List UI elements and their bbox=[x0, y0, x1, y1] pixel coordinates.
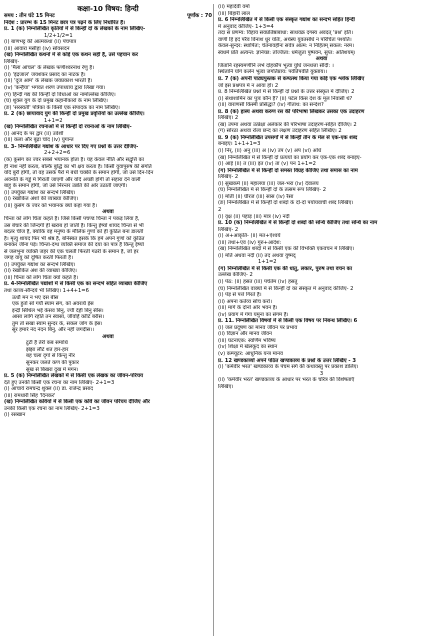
text-line: चिन्ता को लोग चिता कहते हैं। जिसे किसी पचण्ड चिन्ता ने पकड़ लिया है, bbox=[4, 215, 140, 222]
text-line: (i) सेथाशामिन का पुत्रः कौन हैं? (ii) पटेल किस देश के मूल निवासी थे? bbox=[218, 95, 353, 102]
text-line: अथवा bbox=[315, 56, 328, 63]
text-line: अथवा bbox=[102, 333, 114, 340]
time-label: समय : तीन घंटे 15 मिनट bbox=[4, 13, 55, 19]
text-line: (v) कम्प्यूटर: आधुनिक यन्त्र मानव bbox=[218, 350, 283, 357]
text-line: प्र. 9 (क) निम्नलिखित उपसर्गों में से किन्हीं तीन के मेल से एक-एक शब्द bbox=[218, 134, 358, 141]
text-line: (iii) तथा+एव (iv) गुरु+आदेश: bbox=[218, 239, 282, 246]
text-line: प्र. 12 खण्डकाव्यों अपने पठित खण्डकाव्य के प्रश्नों के उत्तर लिखिए - 3 bbox=[218, 357, 356, 364]
text-line: प्र. 4-निम्नलिखित पद्यांशों में से किसी एक का सन्दर्भ सहित व्याख्या कीजिए bbox=[4, 281, 148, 288]
text-line: (घ) शुक्ल युग के दो प्रमुख कहानीकारों के नाम लिखिए। bbox=[4, 98, 108, 105]
text-line: लिखिए। bbox=[218, 383, 234, 390]
left-column bbox=[4, 4, 212, 419]
text-line: (ख) उपमा अथवा उत्प्रेक्षा अलंकार की परिभाषा उदाहरण-सहित दीजिए। 2 bbox=[218, 121, 357, 128]
text-line: (iii) कला और बूढ़ा चांद (iv) युगान्त bbox=[4, 137, 74, 144]
column-divider bbox=[213, 4, 214, 636]
text-line: बनाइए। 1+1+1=3 bbox=[218, 141, 261, 148]
text-line: प्र. 8 (क) हास्य अथवा करुण रस की परिभाषा लिखकर उसका एक उदाहरण bbox=[218, 108, 365, 115]
text-line: (iv) 'कन्हैया' भगवत शरण उपाध्याय द्वारा लिखा गया। bbox=[4, 85, 106, 92]
text-line: लिखिए- 2 bbox=[218, 174, 239, 181]
text-line: जो इस प्रश्नपत्र में न आया हो। 2 bbox=[218, 82, 279, 89]
text-line: प्र. 6 निम्नलिखित में से किसी एक संस्कृत गद्यांश का सन्दर्भ सहित हिन्दी bbox=[218, 17, 355, 24]
text-line: (iii) चिन्ता को लोग चिता क्यों कहते हैं। bbox=[4, 274, 79, 281]
text-line: बदतर चीज है, क्योंकि वह मनुष्य के मौलिक गुणों को ही कुंठित बना डालती bbox=[4, 229, 144, 236]
text-line: (ग) सोरठा अथवा रोला छन्द का लक्षण उदाहरण सहित लिखिए। 2 bbox=[218, 128, 342, 135]
text-line: 3 bbox=[319, 370, 324, 377]
text-line: प्र. 8 निम्नलिखित प्रश्नों में से किन्हीं दो प्रश्नों के उत्तर संस्कृत में दीजिए। 2 bbox=[218, 89, 355, 96]
text-line: निर्देश : प्रारम्भ के 15 मिनट छात्र पत्र पढ़ने के लिए निर्धारित हैं। bbox=[4, 19, 126, 26]
page-title: कक्षा-10 विषय: हिन्दी bbox=[77, 4, 139, 13]
text-line: (ii) अपना कर्तव्य सोच करो। bbox=[218, 298, 272, 305]
text-line: लिखिए- 2 bbox=[218, 226, 239, 233]
text-line: (i) मोती (ii) घीरज (iii) सास (iv) रैसा bbox=[218, 193, 294, 200]
text-line: (ङ) 'सरस्वती' पत्रिका के किसी एक संपादक का नाम लिखिए। bbox=[4, 104, 120, 111]
text-line: (ii) महादेवी वर्मा bbox=[218, 4, 250, 10]
text-line: ऊधौ मन न भए दस बीस bbox=[12, 294, 59, 301]
text-line: (i) वृक्ष (ii) पहाड़ (iii) मात्र (iv) नदी bbox=[218, 213, 290, 220]
text-line: (i) उपर्युक्त गद्यांश का सन्दर्भ लिखिए। bbox=[4, 189, 76, 196]
text-line: (iv) शिक्षा में खेलकूद का स्थान bbox=[218, 344, 278, 351]
text-line: उस बेचारे की जिन्दगी ही खराब हो जाती है। किन्तु ईर्ष्या शायद चिन्ता से भी bbox=[4, 222, 144, 229]
text-line: (ङ) निम्नलिखित में से किन्हीं दो शब्दों के दो-दो पर्यायवाची शब्द लिखिए। bbox=[218, 200, 354, 207]
text-line: (iii) आवारा मसीहा (iv) सोवसदन bbox=[4, 45, 70, 52]
text-line: प्र. 11. निम्नलिखित विषयों में से किसी एक विषय पर निबन्ध लिखिए। 6 bbox=[218, 318, 358, 325]
text-line: (ख) निम्नलिखित में से किन्हीं दो प्रत्ययों का प्रयोग कर एक-एक शब्द बनाइए- bbox=[218, 154, 362, 161]
text-line: (i) आई (ii) त (iii) इत (iv) ता (v) पन 1+1=2 bbox=[218, 161, 316, 168]
text-line: इन्द्री सिथिल भईं केसव बिनु, ज्यौं देही बिनु सीस। bbox=[12, 307, 104, 314]
text-line: है। मृत्यु शायद फिर भी श्रेष्ठ है, बनिस्बत इसके कि हमें अपने गुणों को कुंठित bbox=[4, 235, 145, 242]
text-line: (ग) निम्नलिखित में से किसी एक की धातु, लकार, पुरुष तथा वचन का bbox=[218, 265, 353, 272]
text-line: (ग) हिन्दी गद्य की किन्हीं दो विधाओं का नामोल्लेख कीजिए। bbox=[4, 91, 116, 98]
text-line: लिखिए। 2 bbox=[218, 115, 239, 122]
text-line: (i) जल प्रदूषण का मानव जीवन पर प्रभाव bbox=[218, 324, 298, 331]
text-line: (ii) रेखांकित अंश की व्याख्या कीजिए। bbox=[4, 268, 77, 275]
text-line: (iii) वाराणसी किस्मी प्रसिद्धा? (iv) गीताथ: का सन्देश? bbox=[218, 102, 324, 109]
text-line: यदि बुरी होगी, तो वह उसके पैरों में बंधी चक्की के समान होगी, जो उसे दिन-दिन bbox=[4, 170, 154, 177]
text-line: अवनति के गड्ढे में गिराती जाएगी और यदि अच्छी होगी तो सहारा देने वाली bbox=[4, 176, 141, 183]
text-line: (iv) प्रयाग में गंगा यमुना का संगम है। bbox=[218, 311, 289, 318]
text-line: बाहु के समान होगी, जो उसे निरन्तर उन्नति की ओर उठाती जाएगी। bbox=[4, 183, 128, 190]
text-line: वाणी हि इदं परैव विनाश धुर यतिः, अर्थस्य युवतसंधि न परिचितः पश्यति। bbox=[218, 36, 352, 43]
text-line: (i) रसखान bbox=[4, 412, 26, 419]
text-line: (ख) निम्नलिखित कथनों में से कोई एक कथन सही है, उसे पहचान कर bbox=[4, 52, 138, 59]
text-line: (i) सुखकर्म (ii) महालया (iii) जल-भरा (iv) देवालय bbox=[218, 180, 319, 187]
text-line: (ख) निम्नलिखित कवियों में से किसी एक कवि का जीवन परिचय दीजिए और bbox=[4, 399, 150, 406]
right-column bbox=[218, 4, 425, 390]
text-line: प्र. 10 (क) निम्नलिखित में से किन्हीं दो शब्दों की सन्धि कीजिए तथा सन्धि का नाम bbox=[218, 220, 378, 227]
text-line: सूर हमारे नंद नंदन बिनु, और नहीं जगदीस।। bbox=[12, 327, 95, 334]
text-line: तुम तो सखा स्याम सुन्दर के, सकल जोग के ईस। bbox=[12, 320, 103, 327]
text-line: ही नाश नहीं करता, बल्कि बुद्धि का भी क्षय करता है। किसी युवापुरुष की संगति bbox=[4, 163, 152, 170]
text-line: एक हुतो सो गयौ स्याम संग, को अवराधै ईस bbox=[12, 301, 94, 308]
text-line: बनाकर जीना पड़े। चिन्ता-दग्ध व्यक्ति समाज की दया का पात्र है किन्तु ईर्ष्या bbox=[4, 242, 144, 249]
text-line: 1+1=2 bbox=[44, 117, 63, 124]
text-line: से जलभुना व्यक्ति जहर की एक चलती फिरती गठरी के समान है, जो हर bbox=[4, 248, 139, 255]
text-line: (ख) निम्नलिखित रचनाओं में से किन्हीं दो रचनाओं के नाम लिखिए- bbox=[4, 124, 132, 131]
text-line: तथा काव्य-सौन्दर्य भी लिखिए। 1+4+1=6 bbox=[4, 287, 89, 294]
text-line: प्र. 5 (क) निम्नलिखित लेखकों में से किसी एक लेखक का जीवन-परिचय bbox=[4, 373, 144, 380]
text-line: स्थितानि योगं कलेनं भूत्वा जगतिप्राय: पर्वतिपर्वति युक्ताय।। bbox=[218, 69, 328, 76]
text-line: (i) पेड़ से पत्ते गिरते हैं। bbox=[218, 292, 262, 299]
text-line: प्र. 3- निम्नलिखित गद्यांश के आधार पर दिए गए प्रश्नों के उत्तर दीजिए- bbox=[4, 143, 139, 150]
text-line: प्र. 1 (क) निम्नलिखित कृतियों में से किन्हीं दो के लेखकों के नाम लिखिए- bbox=[4, 26, 146, 33]
text-line: (i) बाणभट्ट की आत्मकथा (ii) पंचपात्र bbox=[4, 39, 77, 46]
text-line: 2 bbox=[218, 206, 222, 213]
text-line: (i) आनंद के पर द्वार (ii) उर्वशी bbox=[4, 130, 64, 137]
text-line: झंझा लौटे शत हार-हार bbox=[26, 346, 69, 353]
text-line: (ii) 'कर्मवीर भरत' खण्डकाव्य के आधार पर भरत के चरित्र की विशेषताएँ bbox=[218, 377, 355, 384]
text-line: (क) कुसंग का ज्वर सबसे भयानक होता है। यह केवल नीति और सद्वृत्ति का bbox=[4, 157, 144, 164]
text-line: (i) 'मैला आंचल' के लेखक फणीश्वरनाथ रेणु हैं। bbox=[4, 65, 95, 72]
text-line: (i) पेठ: (ii) हसत (iii) पचेतेम (iv) हसतु bbox=[218, 278, 298, 285]
text-line: (iii) घटनाएक: स्वर्णिम भविष्य bbox=[218, 337, 276, 344]
text-line: (घ) निम्नलिखित में से किन्हीं दो के तत्सम रूप लिखिए- 2 bbox=[218, 187, 327, 194]
text-line: प्र. 7 (क) अपनी पाठ्यपुस्तक से कण्ठस्थ किया गया कोई एक श्लोक लिखिए bbox=[218, 76, 365, 83]
text-line: (i) उपर्युक्त गद्यांश का सन्दर्भ लिखिए। bbox=[4, 261, 76, 268]
text-line: सुख से बिखरा दुख में मगन। bbox=[26, 366, 79, 373]
text-line: उनकी किसी एक रचना का नाम लिखिए- 2+1=3 bbox=[4, 405, 100, 412]
text-line: देते हुए उनकी किसी एक रचना का नाम लिखिए- 2+1=3 bbox=[4, 379, 115, 386]
text-line: लिखिए- bbox=[4, 58, 20, 65]
text-line: सुनकर जलते कण की पुकार bbox=[26, 359, 79, 366]
text-line: अथवा bbox=[102, 209, 114, 216]
marks-label: पूर्णांक : 70 bbox=[187, 13, 212, 19]
text-line: बह चला दृगों से किन्तु नीर bbox=[26, 353, 75, 360]
text-line: (i) अ+आकृति- (ii) मत+ऐश्वर्य bbox=[218, 233, 281, 240]
text-line: तदा स प्रणम्य: विहाय सवप्रतिष्ठाबाधा: साधवक्र दगस्य अवदत् 'प्रश्न' इति। bbox=[218, 30, 353, 37]
text-line: जगह वायु को दूषित करती फिरती है। bbox=[4, 255, 73, 262]
text-line: (i) निर्, (ii) अनु (iii) अ (iv) उप (v) अप (vi) अधि bbox=[218, 148, 322, 155]
right-column-text bbox=[218, 4, 425, 390]
text-line: (घ) निम्नलिखित वाक्यों में से किन्हीं दो का संस्कृत में अनुवाद कीजिए- 2 bbox=[218, 285, 354, 292]
text-line: जितानि रहस्यमणीनि लभे दोहकौप भूत्वा युधि जनधत्ता सीदी: । bbox=[218, 62, 334, 69]
text-line: (ख) निम्नलिखित शब्दों में से किसी एक की विभक्ति एकवचन में लिखिए। bbox=[218, 246, 355, 253]
text-line: (i) आचार्य रामचन्द्र शुक्ल (ii) डा. राजेन्द्र प्रसाद bbox=[4, 386, 93, 393]
left-column-text bbox=[4, 20, 212, 419]
text-line: टूटी है तेरी कब समाधि bbox=[26, 340, 68, 347]
text-line: आसा लागि रहति तन स्वासा, जीवहिं कोटि बरीस। bbox=[12, 314, 104, 321]
text-line: (iii) बिहारी लाल bbox=[218, 10, 250, 17]
text-line: 1/2+1/2=1 bbox=[44, 32, 73, 39]
text-line: में अनुवाद कीजिए- 1+3=4 bbox=[218, 23, 274, 30]
text-line: (i) 'कर्मवीर भरत' खण्डकाव्य के पंचम सर्ग की कथावस्तु पर प्रकाश डालिए। bbox=[218, 364, 359, 371]
text-line: (iii) रामधारी सिंह 'दिनकर' bbox=[4, 392, 56, 399]
text-line: उल्लेख कीजिए- 2 bbox=[218, 272, 253, 279]
text-line: (ग) निम्नलिखित में से किन्हीं दो समस्त विग्रह कीजिए तथा समास का नाम bbox=[218, 167, 358, 174]
text-line: (iii) 'दूज आम' के लेखक जयप्रकाश भारती हैं। bbox=[4, 78, 93, 85]
text-line: (ii) विज्ञान और मानव जीवन bbox=[218, 331, 272, 338]
text-line: (ii) रेखांकित अंशों की व्याख्या कीजिए। bbox=[4, 196, 79, 203]
text-line: (ii) 'इंद्रजाल' जयशंकर प्रसाद का नाटक है। bbox=[4, 71, 86, 78]
text-line: (iii) मार्ग के दोनों ओर भवन हैं। bbox=[218, 305, 278, 312]
text-line: (iii) कुसंग के ज्वर को भयानक क्यों कहा गया है। bbox=[4, 202, 97, 209]
text-line: (i) मति अथवा नदी (ii) तद अथवा युष्मद् bbox=[218, 252, 296, 259]
text-line: प्र. 2 (क) छायावाद युग की किन्हीं दो प्रमुख प्रवृत्तियों का उल्लेख कीजिए। bbox=[4, 111, 145, 118]
text-line: 1+1=2 bbox=[258, 259, 277, 266]
text-line: 2+2+2=6 bbox=[44, 150, 71, 157]
text-line: स्वधर्म प्रति अत्यन्त: ज्ञानेच्छ: तज्जिता: धर्मजुता पुष्पवन, सुप्त: अतिशयम्। bbox=[218, 49, 356, 56]
text-line: केवल-सुन्दर: स्थापितः; चेतनावहीनः सर्वत्र आत्म: न निहितम् सकल: नरम। bbox=[218, 43, 355, 50]
